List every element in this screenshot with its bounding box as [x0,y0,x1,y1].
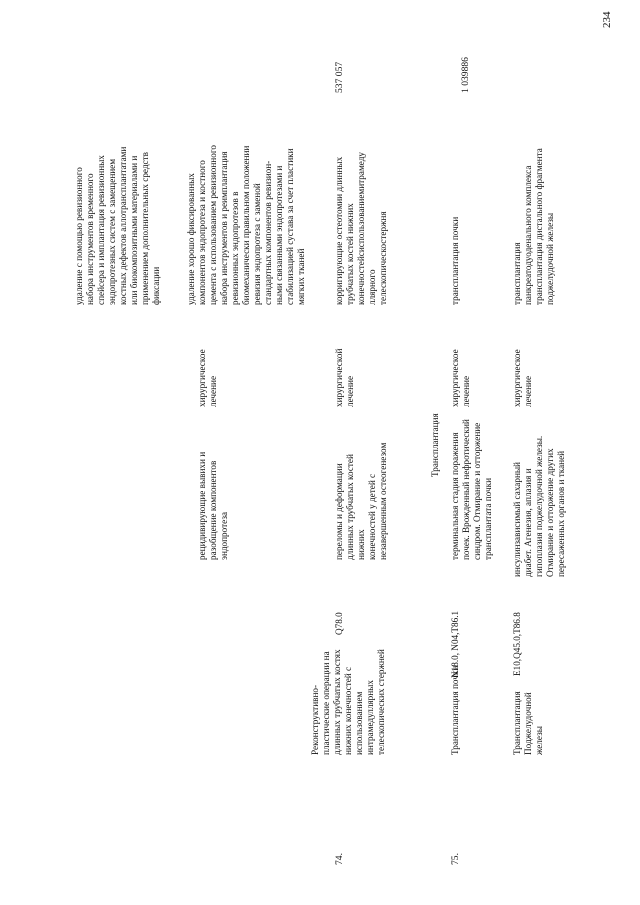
section-heading: Трансплантация [430,413,440,477]
treatment-line: трансплантация дистального фрагмента [534,148,544,305]
treatment-line: телескопическостержня [378,211,388,305]
method-name-line: нижних конечностей с [343,666,353,755]
method-name-line: железы [534,726,544,755]
treatment-line: или биокомпозитными материалами и [129,155,139,305]
icd-code: E10,Q45.0,T86.8 [512,612,522,676]
diagnosis-line: терминальная стадия поражения [450,432,460,560]
treatment-type-line: хирургической [334,348,344,407]
diagnosis-line: гипоплазия поджелудочной железы. [534,435,544,577]
row-number: 74. [334,853,345,865]
treatment-line: удаление с помощью ревизионного [74,167,84,305]
cost-value: 537 057 [334,61,345,93]
treatment-line: ревизионных эндопротезов в [230,191,240,305]
treatment-line: ревизия эндопротеза с заменой [252,183,262,305]
treatment-line: поджелудочной железы [545,212,555,305]
treatment-line: биомеханически правильном положении [241,145,251,305]
diagnosis-line: пересаженных органов и тканей [556,450,566,577]
method-name-line: интрамедуллярных [365,680,375,755]
row-number: 75. [450,853,461,865]
method-name-line: Трансплантация [512,691,522,755]
treatment-line: стабилизацией сустава за счет пластики [285,148,295,305]
diagnosis-line: разобщение компонентов [208,460,218,560]
treatment-line: набора инструментов и реимплантация [219,151,229,305]
treatment-type-line: хирургическое [512,349,522,407]
diagnosis-line: длинных трубчатых костей [345,454,355,560]
treatment-line: конечностейсиспользованиемитрамеду [356,152,366,305]
diagnosis-line: диабет. Агенезия, аплазия и [523,468,533,577]
treatment-line: эндопротезных систем с замещением [107,158,117,305]
treatment-line: удаление хорошо фиксированных [186,173,196,305]
treatment-line: применением дополнительных средств [140,152,150,305]
treatment-line: трансплантация почки [450,216,460,305]
method-name-line: пластические операции на [321,651,331,755]
treatment-line: стандартных компонентов ревизион- [263,160,273,305]
treatment-line: спейсера и имплантация ревизионных [96,155,106,305]
treatment-type-line: хирургическое [450,349,460,407]
treatment-type-line: хирургическое [197,349,207,407]
diagnosis-line: эндопротеза [219,511,229,560]
diagnosis-line: Отмирание и отторжение других [545,448,555,577]
treatment-line: мягких тканей [296,248,306,305]
treatment-line: костных дефектов аллотрансплантатами [118,146,128,305]
method-name-line: Реконструктивно- [310,684,320,755]
diagnosis-line: инсулинзависимый сахарный [512,462,522,577]
treatment-type-line: лечение [345,375,355,407]
method-name-line: телескопических стержней [376,649,386,755]
treatment-line: панкреатодуоденального комплекса [523,165,533,305]
icd-code: N18.0, N04,T86.1 [450,610,460,678]
treatment-line: ллярного [367,269,377,305]
diagnosis-line: переломы и деформации [334,463,344,560]
treatment-line: трубчатых костей нижних [345,203,355,305]
page-number: 234 [601,11,613,28]
cost-value: 1 039886 [460,57,471,93]
treatment-line: компонентов эндопротеза и костного [197,160,207,305]
diagnosis-line: рецидивирующие вывихи и [197,451,207,560]
diagnosis-line: незавершенным остеогенезом [378,442,388,560]
method-name-line: использованием [354,691,364,755]
diagnosis-line: конечностей у детей с [367,473,377,560]
diagnosis-line: синдром. Отмирание и отторжение [472,422,482,560]
diagnosis-line: нижних [356,529,366,560]
treatment-line: трансплантация [512,242,522,305]
treatment-line: ными связанными эндопротезами и [274,165,284,305]
treatment-line: корригирующие остеотомии длинных [334,156,344,305]
diagnosis-line: трансплантата почки [483,477,493,560]
treatment-type-line: лечение [208,375,218,407]
treatment-line: цемента с использованием ревизионного [208,145,218,305]
treatment-line: набора инструментов временного [85,173,95,305]
diagnosis-line: почек. Врожденный нефротический [461,419,471,560]
treatment-line: фиксации [151,266,161,305]
method-name-line: Трансплантация почки [450,665,460,755]
method-name-line: Поджелудочной [523,692,533,755]
method-name-line: длинных трубчатых костях [332,649,342,755]
icd-code: Q78.0 [334,612,344,635]
treatment-type-line: лечение [523,375,533,407]
treatment-type-line: лечение [461,375,471,407]
